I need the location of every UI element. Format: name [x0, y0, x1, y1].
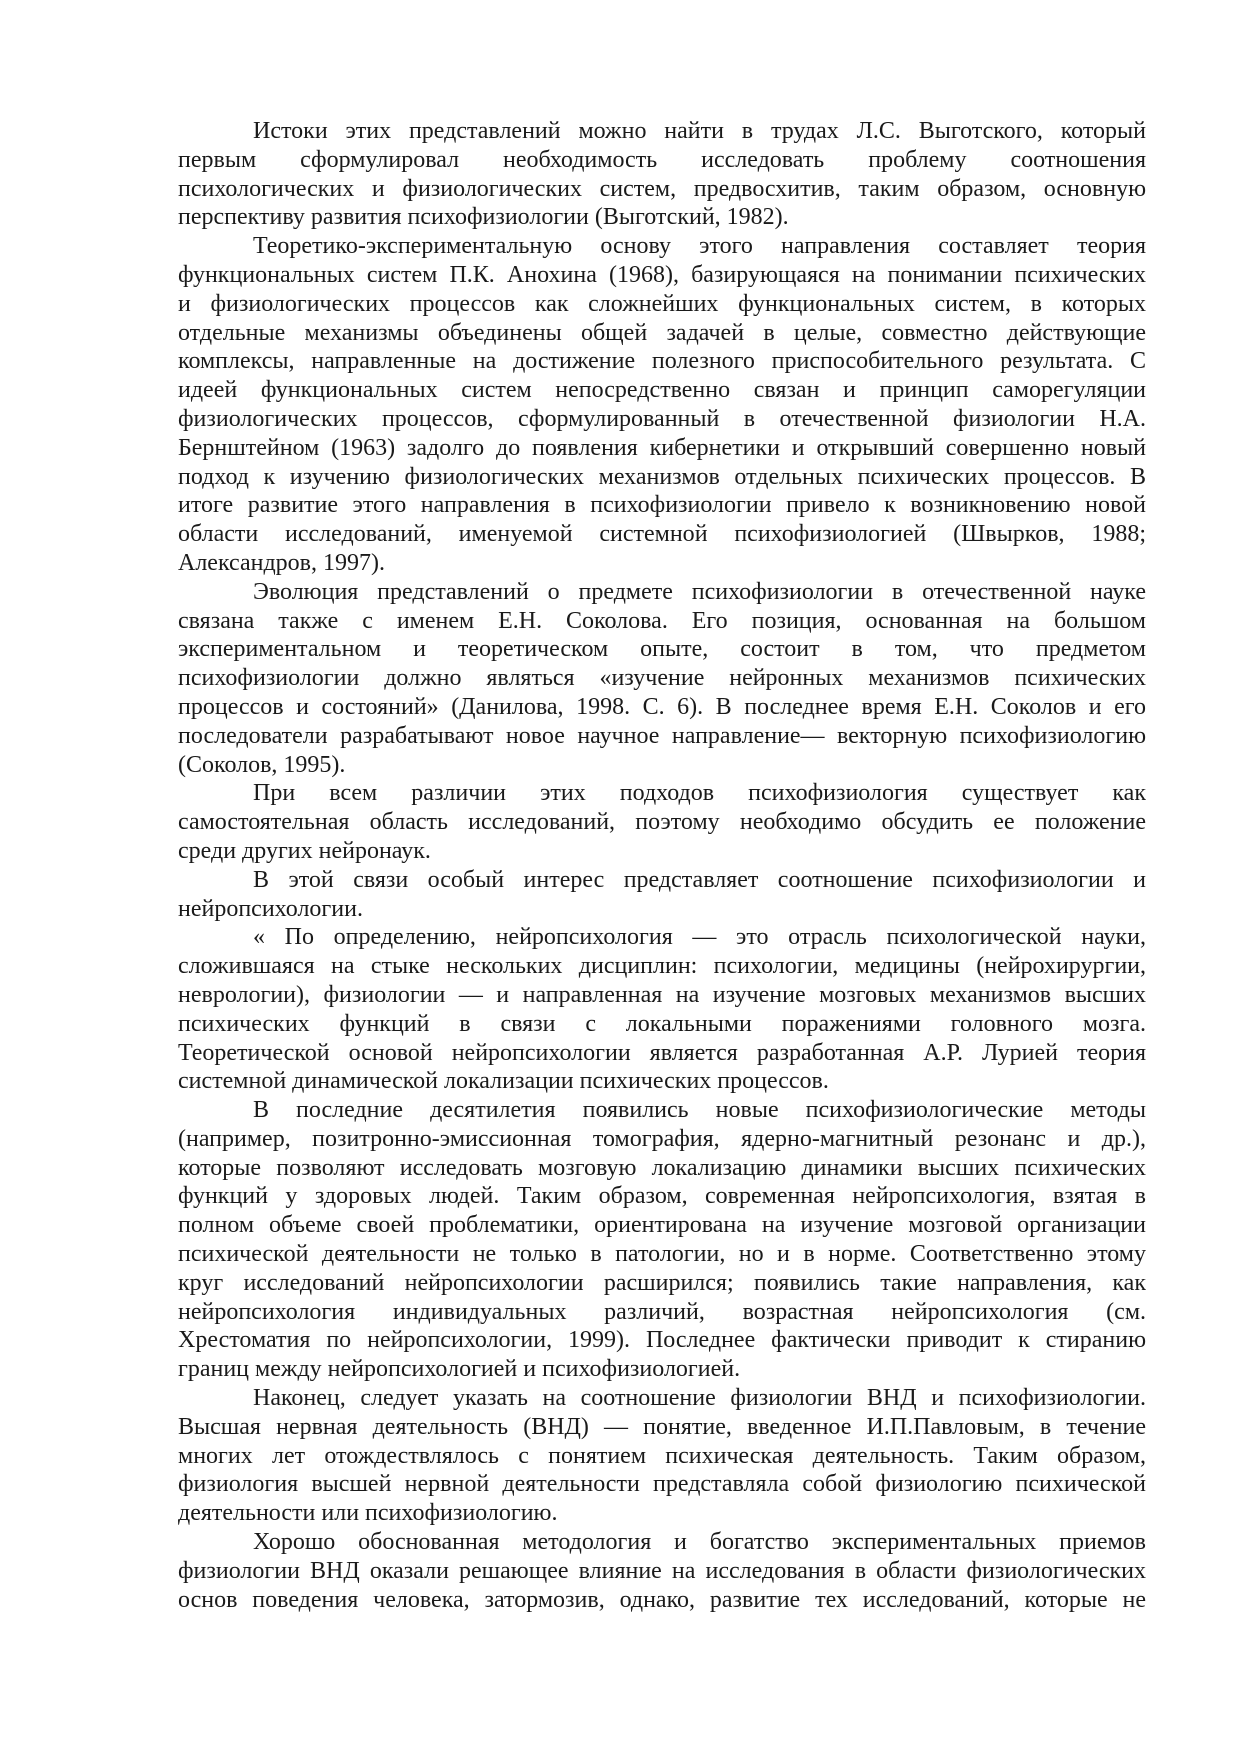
text-line: функций у здоровых людей. Таким образом, современная нейропсихология, взятая в	[178, 1183, 1146, 1210]
text-line: психологических и физиологических систем, предвосхитив, таким образом, основную	[178, 175, 1146, 202]
text-line: Высшая нервная деятельность (ВНД) — понятие, введенное И.П.Павловым, в течение	[178, 1413, 1146, 1440]
text-line: физиологических процессов, сформулированный в отечественной физиологии Н.А.	[178, 405, 1146, 432]
text-line: области исследований, именуемой системной психофизиологией (Швырков, 1988;	[178, 521, 1146, 548]
text-line: процессов и состояний» (Данилова, 1998. С. 6). В последнее время Е.Н. Соколов и его	[178, 693, 1146, 720]
text-line: (Соколов, 1995).	[178, 751, 346, 778]
text-line: Наконец, следует указать на соотношение физиологии ВНД и психофизиологии.	[253, 1385, 1146, 1412]
text-line: первым сформулировал необходимость исследовать проблему соотношения	[178, 146, 1146, 173]
text-line: физиология высшей нервной деятельности представляла собой физиологию психической	[178, 1471, 1146, 1498]
text-line: Хорошо обоснованная методология и богатство экспериментальных приемов	[253, 1529, 1146, 1556]
text-line: отдельные механизмы объединены общей задачей в целые, совместно действующие	[178, 319, 1146, 346]
text-line: психической деятельности не только в патологии, но и в норме. Соответственно этому	[178, 1241, 1146, 1268]
paragraph	[178, 1528, 1146, 1614]
text-line: При всем различии этих подходов психофизиология существует как	[253, 780, 1146, 807]
text-line: В этой связи особый интерес представляет соотношение психофизиологии и	[253, 866, 1146, 893]
text-line: подход к изучению физиологических механизмов отдельных психических процессов. В	[178, 463, 1146, 490]
text-line: основ поведения человека, затормозив, однако, развитие тех исследований, которые не	[178, 1586, 1146, 1613]
text-line: самостоятельная область исследований, поэтому необходимо обсудить ее положение	[178, 809, 1146, 836]
paragraph	[178, 866, 1146, 924]
text-line: связана также с именем Е.Н. Соколова. Его позиция, основанная на большом	[178, 607, 1146, 634]
text-line: Бернштейном (1963) задолго до появления кибернетики и открывший совершенно новый	[178, 434, 1146, 461]
text-line: комплексы, направленные на достижение полезного приспособительного результата. С	[178, 348, 1146, 375]
paragraph	[178, 1096, 1146, 1384]
paragraph	[178, 578, 1146, 780]
text-line: психических функций в связи с локальными поражениями головного мозга.	[178, 1010, 1146, 1037]
text-line: перспективу развития психофизиологии (Выготский, 1982).	[178, 204, 789, 231]
text-line: среди других нейронаук.	[178, 837, 431, 864]
text-line: границ между нейропсихологией и психофизиологией.	[178, 1356, 741, 1383]
text-line: Эволюция представлений о предмете психофизиологии в отечественной науке	[253, 578, 1146, 605]
text-line: неврологии), физиологии — и направленная на изучение мозговых механизмов высших	[178, 981, 1146, 1008]
paragraph	[178, 923, 1146, 1096]
text-line: функциональных систем П.К. Анохина (1968), базирующаяся на понимании психических	[178, 261, 1146, 288]
text-line: идеей функциональных систем непосредственно связан и принцип саморегуляции	[178, 377, 1146, 404]
text-line: Теоретической основой нейропсихологии является разработанная А.Р. Лурией теория	[178, 1039, 1146, 1066]
text-line: итоге развитие этого направления в психофизиологии привело к возникновению новой	[178, 492, 1146, 519]
text-line: и физиологических процессов как сложнейших функциональных систем, в которых	[178, 290, 1146, 317]
text-line: Истоки этих представлений можно найти в трудах Л.С. Выготского, который	[253, 118, 1146, 144]
text-line: В последние десятилетия появились новые психофизиологические методы	[253, 1097, 1146, 1124]
text-line: экспериментальном и теоретическом опыте, состоит в том, что предметом	[178, 636, 1146, 663]
paragraph	[178, 232, 1146, 578]
paragraph	[178, 117, 1146, 232]
text-line: многих лет отождествлялось с понятием психическая деятельность. Таким образом,	[178, 1442, 1146, 1469]
text-line: круг исследований нейропсихологии расширился; появились такие направления, как	[178, 1269, 1146, 1296]
text-line: (например, позитронно-эмиссионная томография, ядерно-магнитный резонанс и др.),	[178, 1125, 1146, 1152]
text-line: деятельности или психофизиологию.	[178, 1500, 558, 1527]
text-line: психофизиологии должно являться «изучение нейронных механизмов психических	[178, 665, 1146, 692]
text-line: Теоретико-экспериментальную основу этого направления составляет теория	[253, 233, 1146, 260]
text-line: физиологии ВНД оказали решающее влияние на исследования в области физиологических	[178, 1557, 1146, 1584]
text-line: полном объеме своей проблематики, ориентирована на изучение мозговой организации	[178, 1212, 1146, 1239]
text-line: системной динамической локализации психических процессов.	[178, 1068, 829, 1095]
paragraph	[178, 779, 1146, 865]
document-body	[178, 117, 1146, 1614]
text-line: Хрестоматия по нейропсихологии, 1999). Последнее фактически приводит к стиранию	[178, 1327, 1146, 1354]
paragraph	[178, 1384, 1146, 1528]
text-line: сложившаяся на стыке нескольких дисциплин: психологии, медицины (нейрохирургии,	[178, 953, 1146, 980]
text-line: Александров, 1997).	[178, 549, 385, 576]
text-line: которые позволяют исследовать мозговую локализацию динамики высших психических	[178, 1154, 1146, 1181]
text-line: нейропсихология индивидуальных различий, возрастная нейропсихология (см.	[178, 1298, 1146, 1325]
text-line: последователи разрабатывают новое научное направление— векторную психофизиологию	[178, 722, 1146, 749]
text-line: нейропсихологии.	[178, 895, 363, 922]
text-line: « По определению, нейропсихология — это отрасль психологической науки,	[253, 924, 1146, 951]
